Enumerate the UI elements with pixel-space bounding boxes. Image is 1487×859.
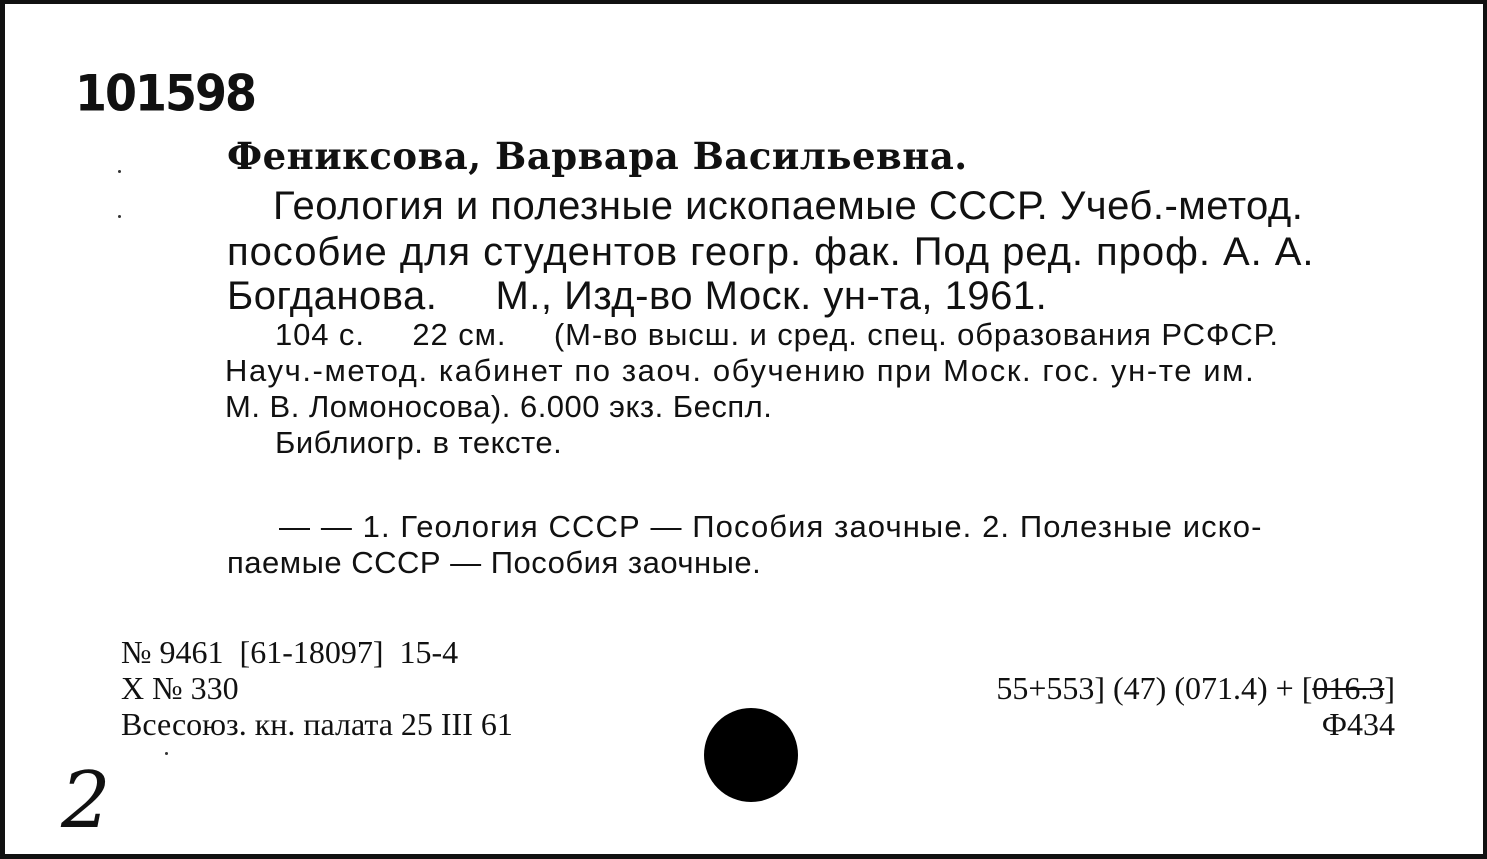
handwritten-mark: 2 bbox=[61, 756, 111, 846]
author-heading: Фениксова, Варвара Васильевна. bbox=[227, 134, 968, 178]
description-line-2: Науч.-метод. кабинет по заоч. обучению при Моск. гос. ун-те им. bbox=[225, 353, 1256, 388]
classification-prefix: 55+553] (47) (071.4) + [ bbox=[996, 670, 1313, 706]
speck bbox=[165, 752, 168, 755]
description-line-3: М. В. Ломоносова). 6.000 экз. Беспл. bbox=[225, 389, 773, 424]
inventory-number: 101598 bbox=[75, 63, 256, 123]
title-line-2: пособие для студентов геогр. фак. Под ред. проф. А. А. bbox=[227, 230, 1315, 274]
subject-line-2: паемые СССР — Пособия заочные. bbox=[227, 545, 762, 580]
bibliography-note: Библиогр. в тексте. bbox=[275, 425, 563, 460]
registry-chamber: Всесоюз. кн. палата 25 III 61 bbox=[121, 706, 513, 742]
classification-suffix: ] bbox=[1384, 670, 1395, 706]
card-punch-hole bbox=[704, 708, 798, 802]
speck bbox=[118, 215, 121, 218]
registry-number: № 9461 [61-18097] 15-4 bbox=[121, 634, 459, 670]
speck bbox=[118, 170, 121, 173]
subject-line-1: — — 1. Геология СССР — Пособия заочные. 2. Полезные иско- bbox=[279, 509, 1263, 544]
title-line-3: Богданова. М., Изд-во Моск. ун-та, 1961. bbox=[227, 274, 1048, 318]
classification-code: Ф434 bbox=[1321, 706, 1395, 742]
classification-index bbox=[905, 670, 1395, 707]
description-line-1: 104 с. 22 см. (М-во высш. и сред. спец. образования РСФСР. bbox=[275, 317, 1279, 352]
title-line-1: Геология и полезные ископаемые СССР. Учеб.-метод. bbox=[273, 184, 1304, 228]
classification-struck: 016.3 bbox=[1312, 670, 1385, 706]
registry-x-number: Х № 330 bbox=[121, 670, 239, 706]
